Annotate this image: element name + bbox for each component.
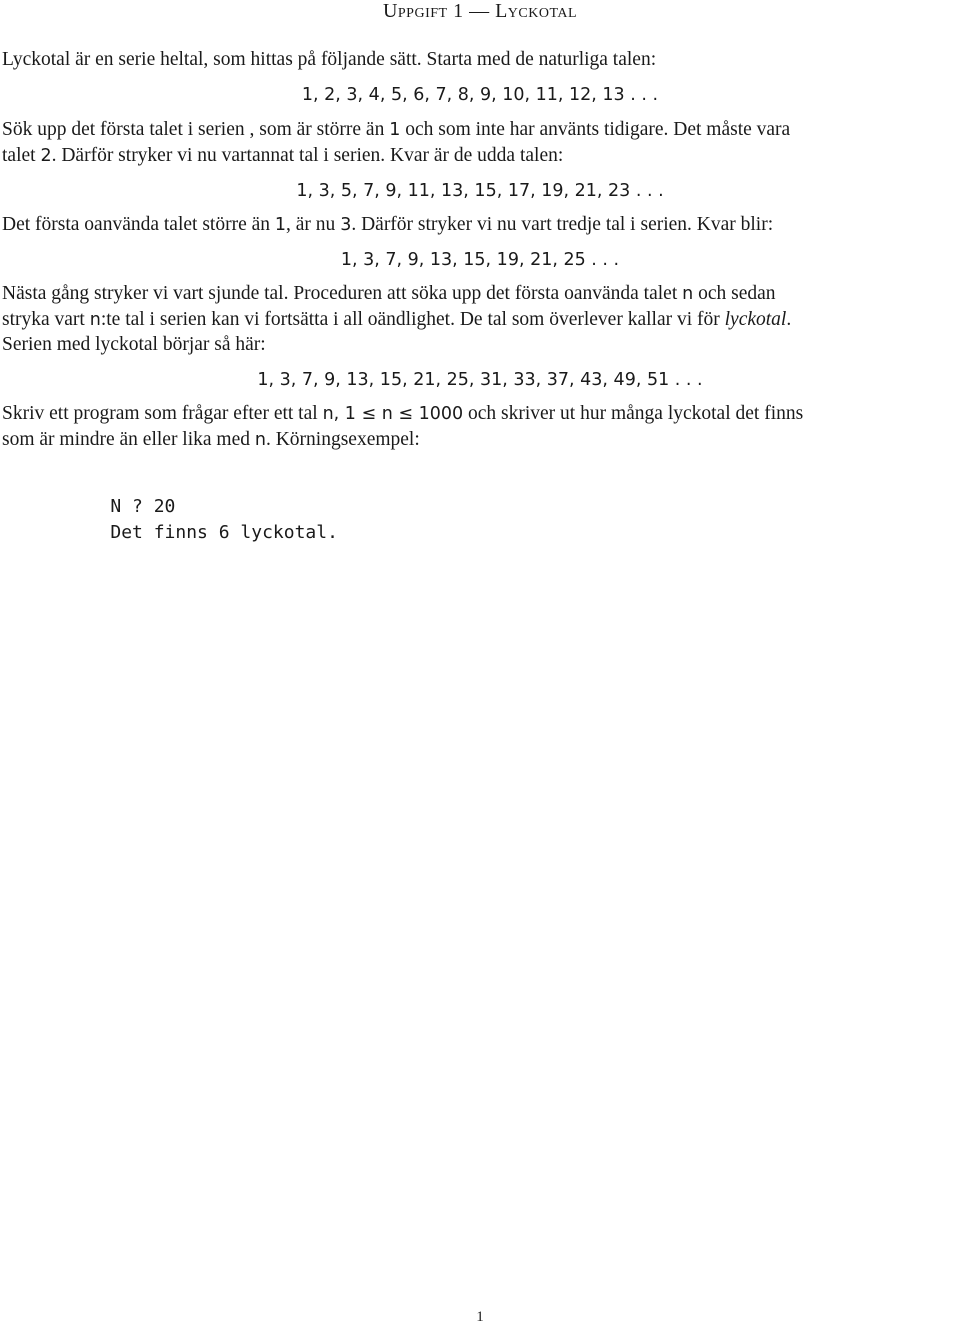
procedure-text-b: och sedan [698, 283, 776, 304]
task-text-d: . Körningsexempel: [265, 429, 420, 450]
step-two-text-d: . Därför stryker vi nu vartannat tal i serien. Kvar är de udda talen: [51, 145, 564, 166]
step-three-text-a: Det första oanvända talet större än [2, 214, 271, 235]
math-number: 1 [389, 120, 401, 140]
paragraph-step-two-line-2 [2, 144, 563, 168]
step-three-text-b: , är nu [286, 214, 336, 235]
step-two-text-c: talet [2, 145, 36, 166]
page-title [0, 0, 960, 22]
step-three-text-c: . Därför stryker vi nu vart tredje tal i serien. Kvar blir: [351, 214, 774, 235]
title-part-2: Lyckotal [495, 0, 578, 22]
example-prompt: N ? 20 [110, 496, 176, 517]
page-number: 1 [476, 1309, 484, 1325]
math-number: 3 [340, 215, 352, 235]
term-lyckotal: lyckotal [724, 309, 787, 330]
task-text-b: och skriver ut hur många lyckotal det finns [468, 403, 804, 424]
task-text-c: som är mindre än eller lika med [2, 429, 250, 450]
sequence-natural-numbers [0, 83, 960, 107]
title-part-1: Uppgift 1 [382, 0, 464, 22]
paragraph-step-three [2, 213, 773, 237]
sequence-2-text: 1, 3, 5, 7, 9, 11, 13, 15, 17, 19, 21, 23 . . . [296, 181, 664, 201]
math-number: 2 [40, 146, 52, 166]
intro-text: Lyckotal är en serie heltal, som hittas på följande sätt. Starta med de naturliga talen: [2, 49, 657, 70]
paragraph-procedure-line-3 [2, 333, 266, 357]
paragraph-procedure-line-1 [2, 282, 776, 306]
math-number: 1 [274, 215, 287, 235]
paragraph-step-two-line-1 [2, 118, 790, 142]
title-dash: — [469, 0, 490, 22]
example-result: Det finns 6 lyckotal. [110, 522, 338, 543]
paragraph-procedure-line-2 [2, 308, 791, 332]
sequence-4-text: 1, 3, 7, 9, 13, 15, 21, 25, 31, 33, 37, 43, 49, 51 . . . [257, 370, 703, 390]
procedure-text-d: :te tal i serien kan vi fortsätta i all oändlighet. De tal som överlever kallar vi för [100, 309, 720, 330]
math-variable-n: n [89, 310, 101, 330]
sequence-1-text: 1, 2, 3, 4, 5, 6, 7, 8, 9, 10, 11, 12, 13 . . . [301, 85, 659, 105]
paragraph-intro [2, 48, 656, 72]
math-variable-n: n [682, 284, 694, 304]
step-two-text-b: och som inte har använts tidigare. Det måste vara [405, 119, 791, 140]
paragraph-task-line-2 [2, 428, 420, 452]
sequence-after-third [0, 248, 960, 272]
procedure-text-c: stryka vart [2, 309, 85, 330]
paragraph-task-line-1 [2, 402, 803, 426]
procedure-text-a: Nästa gång stryker vi vart sjunde tal. Proceduren att söka upp det första oanvända talet [2, 283, 678, 304]
math-variable-n: n [254, 430, 266, 450]
sequence-lucky-numbers [0, 368, 960, 392]
step-two-text-a: Sök upp det första talet i serien , som är större än [2, 119, 385, 140]
sequence-3-text: 1, 3, 7, 9, 13, 15, 19, 21, 25 . . . [340, 250, 620, 270]
sequence-odd-numbers [0, 179, 960, 203]
procedure-text-e: . [786, 309, 792, 330]
task-text-a: Skriv ett program som frågar efter ett tal [2, 403, 318, 424]
example-output-line-2 [67, 497, 338, 569]
math-range-expression: n, 1 ≤ n ≤ 1000 [322, 404, 464, 424]
procedure-text-f: Serien med lyckotal börjar så här: [2, 334, 266, 355]
